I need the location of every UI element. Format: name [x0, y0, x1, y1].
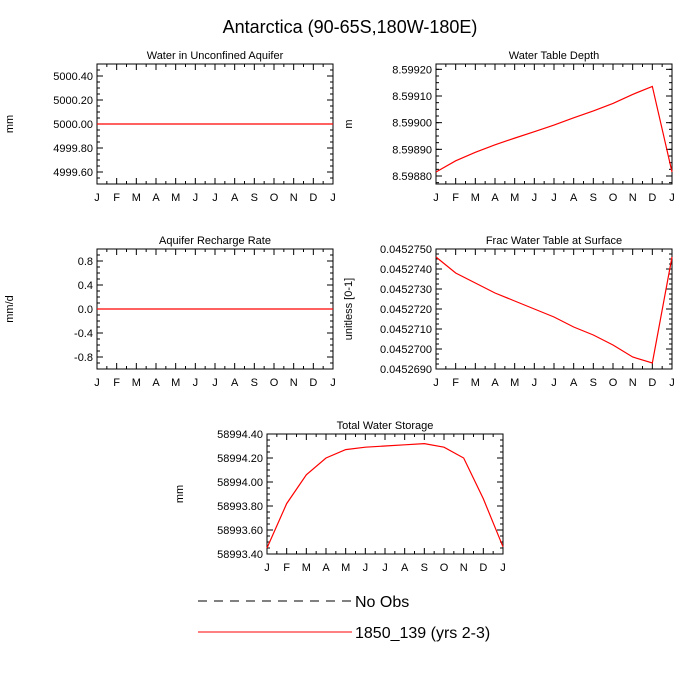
y-tick-label: 0.0452710	[380, 324, 432, 336]
y-tick-label: 5000.00	[53, 119, 93, 131]
x-tick-label: D	[648, 192, 657, 204]
x-tick-label: M	[131, 192, 141, 204]
x-tick-label: S	[420, 562, 429, 574]
y-tick-label: 0.4	[77, 280, 93, 292]
x-tick-label: J	[264, 562, 270, 574]
x-tick-label: F	[113, 377, 121, 389]
y-tick-label: -0.8	[74, 352, 93, 364]
x-tick-label: M	[470, 192, 480, 204]
x-tick-label: S	[589, 377, 598, 389]
x-tick-label: O	[608, 192, 618, 204]
x-tick-label: J	[330, 377, 336, 389]
y-axis-label: m	[343, 119, 355, 129]
x-tick-label: J	[94, 377, 100, 389]
x-tick-label: A	[569, 192, 578, 204]
x-tick-label: N	[289, 192, 298, 204]
y-tick-label: 0.0452750	[380, 244, 432, 256]
y-tick-label: 58993.60	[217, 525, 263, 537]
panel-2	[4, 235, 336, 389]
x-tick-label: F	[452, 192, 460, 204]
x-tick-label: M	[131, 377, 141, 389]
y-tick-label: 58993.40	[217, 549, 263, 561]
x-tick-label: M	[341, 562, 351, 574]
series-line	[436, 86, 672, 172]
series-line	[267, 444, 503, 548]
x-tick-label: N	[628, 192, 637, 204]
y-tick-label: -0.4	[74, 328, 93, 340]
x-tick-label: J	[212, 377, 218, 389]
x-tick-label: N	[289, 377, 298, 389]
y-tick-label: 58994.40	[217, 429, 263, 441]
legend	[198, 594, 490, 642]
panel-title: Aquifer Recharge Rate	[159, 235, 271, 247]
x-tick-label: D	[309, 192, 318, 204]
x-tick-label: S	[250, 192, 259, 204]
y-tick-label: 8.59920	[392, 64, 432, 77]
x-tick-label: J	[551, 192, 557, 204]
x-tick-label: M	[171, 377, 181, 389]
x-tick-label: M	[301, 562, 311, 574]
series-line	[436, 257, 672, 363]
x-tick-label: M	[171, 192, 181, 204]
x-tick-label: M	[470, 377, 480, 389]
panel-title: Frac Water Table at Surface	[485, 235, 623, 247]
panel-title: Water Table Depth	[508, 50, 600, 62]
y-tick-label: 0.0452720	[380, 304, 432, 316]
x-tick-label: J	[531, 377, 538, 389]
y-tick-label: 0.0452730	[380, 284, 432, 296]
panel-frame	[267, 434, 503, 554]
y-tick-label: 0.0452690	[380, 364, 432, 376]
panels	[4, 50, 675, 574]
figure-title: Antarctica (90-65S,180W-180E)	[222, 17, 478, 37]
panel-0	[4, 50, 336, 204]
x-tick-label: A	[491, 192, 499, 204]
y-axis-label: mm	[4, 114, 16, 134]
x-tick-label: A	[230, 192, 239, 204]
x-tick-label: A	[230, 377, 239, 389]
x-tick-label: J	[212, 192, 218, 204]
x-tick-label: N	[628, 377, 637, 389]
y-tick-label: 4999.60	[53, 167, 93, 179]
x-tick-label: D	[479, 562, 488, 574]
x-tick-label: N	[459, 562, 468, 574]
x-tick-label: A	[152, 192, 160, 204]
x-tick-label: J	[382, 562, 388, 574]
x-tick-label: A	[322, 562, 330, 574]
x-tick-label: O	[269, 377, 279, 389]
x-tick-label: J	[551, 377, 557, 389]
panel-3	[343, 235, 675, 389]
y-tick-label: 0.0452700	[380, 344, 432, 356]
panel-frame	[436, 249, 672, 369]
x-tick-label: D	[309, 377, 318, 389]
x-tick-label: S	[589, 192, 598, 204]
panel-1	[343, 50, 675, 204]
x-tick-label: F	[283, 562, 291, 574]
y-tick-label: 0.8	[77, 256, 93, 268]
x-tick-label: M	[510, 192, 520, 204]
y-axis-label: mm	[174, 484, 186, 504]
y-tick-label: 58994.20	[217, 453, 263, 465]
panel-title: Water in Unconfined Aquifer	[146, 50, 284, 62]
x-tick-label: M	[510, 377, 520, 389]
x-tick-label: J	[669, 377, 675, 389]
panel-frame	[436, 64, 672, 184]
legend-label-no-obs: No Obs	[355, 594, 410, 611]
y-tick-label: 4999.80	[53, 143, 93, 155]
x-tick-label: F	[452, 377, 460, 389]
legend-label-1850-139: 1850_139 (yrs 2-3)	[355, 625, 491, 642]
x-tick-label: J	[330, 192, 336, 204]
y-tick-label: 58994.00	[217, 477, 263, 489]
y-tick-label: 58993.80	[217, 501, 263, 513]
x-tick-label: O	[269, 192, 279, 204]
y-tick-label: 5000.20	[53, 95, 93, 107]
x-tick-label: J	[94, 192, 100, 204]
y-tick-label: 0.0	[77, 304, 93, 316]
x-tick-label: A	[491, 377, 499, 389]
x-tick-label: A	[569, 377, 578, 389]
y-tick-label: 8.59910	[392, 91, 432, 103]
x-tick-label: J	[433, 377, 439, 389]
x-tick-label: O	[439, 562, 449, 574]
y-tick-label: 8.59900	[392, 117, 432, 130]
x-tick-label: J	[192, 377, 199, 389]
y-tick-label: 8.59880	[392, 171, 432, 183]
x-tick-label: J	[669, 192, 675, 204]
x-tick-label: J	[192, 192, 199, 204]
y-axis-label: unitless [0-1]	[343, 277, 355, 341]
y-tick-label: 0.0452740	[380, 264, 432, 276]
panel-title: Total Water Storage	[336, 420, 434, 432]
y-tick-label: 8.59890	[392, 144, 432, 157]
x-tick-label: D	[648, 377, 657, 389]
panel-4	[174, 420, 506, 574]
x-tick-label: J	[433, 192, 439, 204]
x-tick-label: S	[250, 377, 259, 389]
x-tick-label: J	[531, 192, 538, 204]
y-axis-label: mm/d	[4, 295, 16, 323]
x-tick-label: J	[500, 562, 506, 574]
x-tick-label: F	[113, 192, 121, 204]
y-tick-label: 5000.40	[53, 71, 93, 83]
x-tick-label: A	[152, 377, 160, 389]
x-tick-label: J	[362, 562, 369, 574]
x-tick-label: A	[400, 562, 409, 574]
x-tick-label: O	[608, 377, 618, 389]
